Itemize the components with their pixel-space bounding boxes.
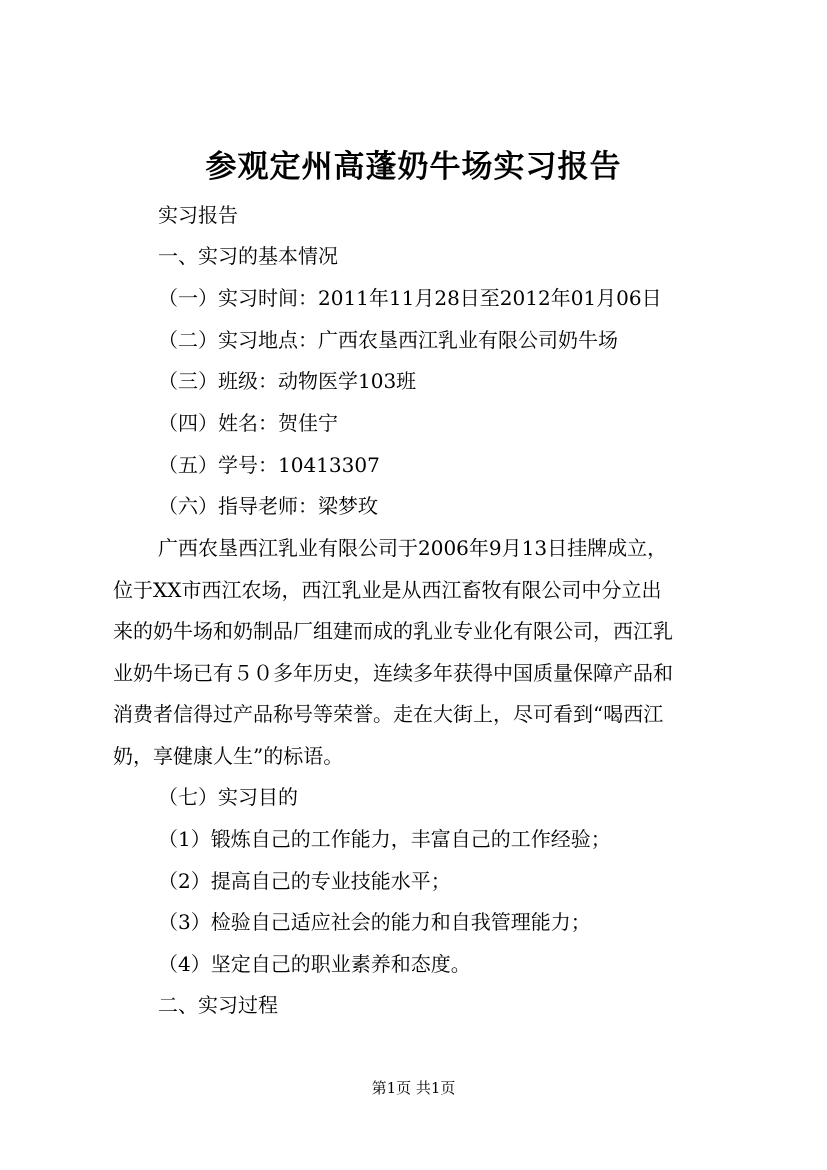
info-name: （四）姓名：贺佳宁 xyxy=(158,411,338,435)
info-class: （三）班级：动物医学103班 xyxy=(158,369,417,393)
paragraph-line: 广西农垦西江乳业有限公司于2006年9月13日挂牌成立， xyxy=(158,536,668,560)
purpose-item: （1）锻炼自己的工作能力，丰富自己的工作经验； xyxy=(158,827,611,851)
section1-heading: 一、实习的基本情况 xyxy=(158,244,338,268)
purpose-item: （2）提高自己的专业技能水平； xyxy=(158,869,451,893)
paragraph-line: 位于XX市西江农场，西江乳业是从西江畜牧有限公司中分立出 xyxy=(113,577,662,602)
info-internship-time: （一）实习时间：2011年11月28日至2012年01月06日 xyxy=(158,286,662,310)
info-internship-location: （二）实习地点：广西农垦西江乳业有限公司奶牛场 xyxy=(158,328,618,352)
paragraph-line: 业奶牛场已有５０多年历史，连续多年获得中国质量保障产品和 xyxy=(113,660,673,685)
info-student-id: （五）学号：10413307 xyxy=(158,453,380,477)
paragraph-line: 奶，享健康人生”的标语。 xyxy=(113,743,344,768)
paragraph-line: 来的奶牛场和奶制品厂组建而成的乳业专业化有限公司，西江乳 xyxy=(113,619,673,644)
page-number-footer: 第1页 共1页 xyxy=(371,1079,456,1097)
purpose-item: （4）坚定自己的职业素养和态度。 xyxy=(158,952,471,976)
document-title: 参观定州高蓬奶牛场实习报告 xyxy=(205,149,622,185)
purpose-heading: （七）实习目的 xyxy=(158,785,298,809)
report-heading: 实习报告 xyxy=(158,203,238,227)
paragraph-line: 消费者信得过产品称号等荣誉。走在大街上，尽可看到“喝西江 xyxy=(113,702,664,727)
info-advisor: （六）指导老师：梁梦玫 xyxy=(158,494,378,518)
company-paragraph xyxy=(113,528,725,778)
purpose-item: （3）检验自己适应社会的能力和自我管理能力； xyxy=(158,910,591,934)
section2-heading: 二、实习过程 xyxy=(158,993,278,1017)
